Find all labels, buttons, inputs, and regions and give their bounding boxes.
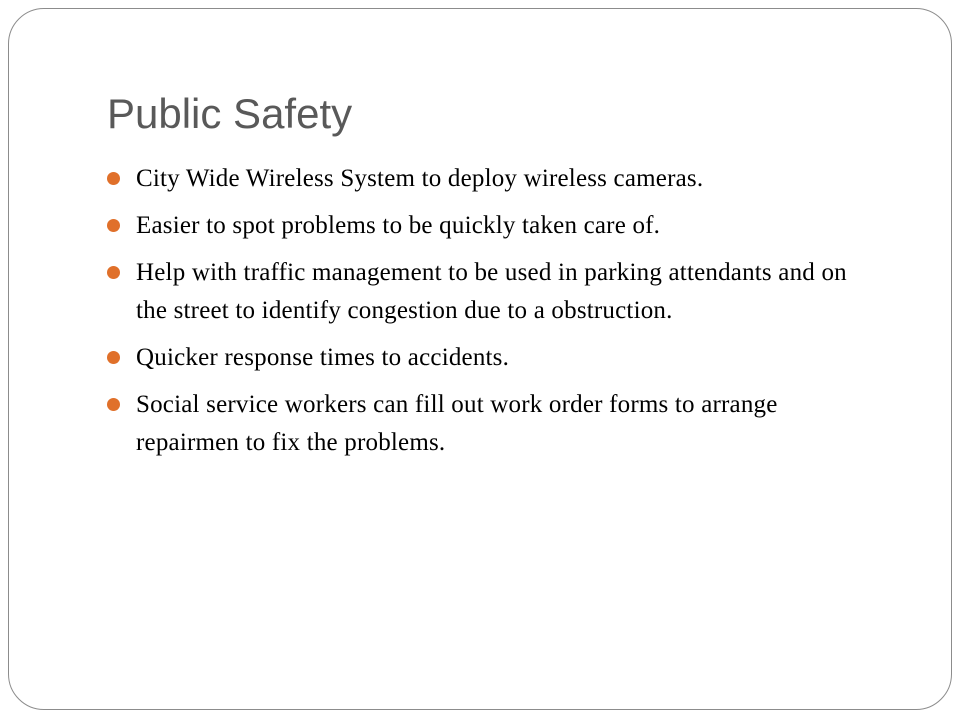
bullet-text: Help with traffic management to be used in parking attendants and on the street to identify congestion due to a obstruction.: [136, 259, 847, 324]
slide-title: Public Safety: [107, 90, 353, 137]
bullet-item: [104, 254, 884, 330]
bullet-dot-icon: [107, 172, 120, 185]
bullet-item: [104, 339, 884, 377]
bullet-text: Easier to spot problems to be quickly taken care of.: [136, 212, 661, 239]
bullet-text: Social service workers can fill out work order forms to arrange repairmen to fix the problems.: [136, 391, 778, 456]
bullet-dot-icon: [107, 266, 120, 279]
bullet-dot-icon: [107, 398, 120, 411]
bullet-dot-icon: [107, 351, 120, 364]
bullet-item: [104, 160, 884, 198]
bullet-list: [104, 160, 884, 471]
bullet-item: [104, 207, 884, 245]
bullet-text: Quicker response times to accidents.: [136, 344, 510, 371]
bullet-item: [104, 386, 884, 462]
bullet-dot-icon: [107, 219, 120, 232]
bullet-text: City Wide Wireless System to deploy wireless cameras.: [136, 165, 704, 192]
